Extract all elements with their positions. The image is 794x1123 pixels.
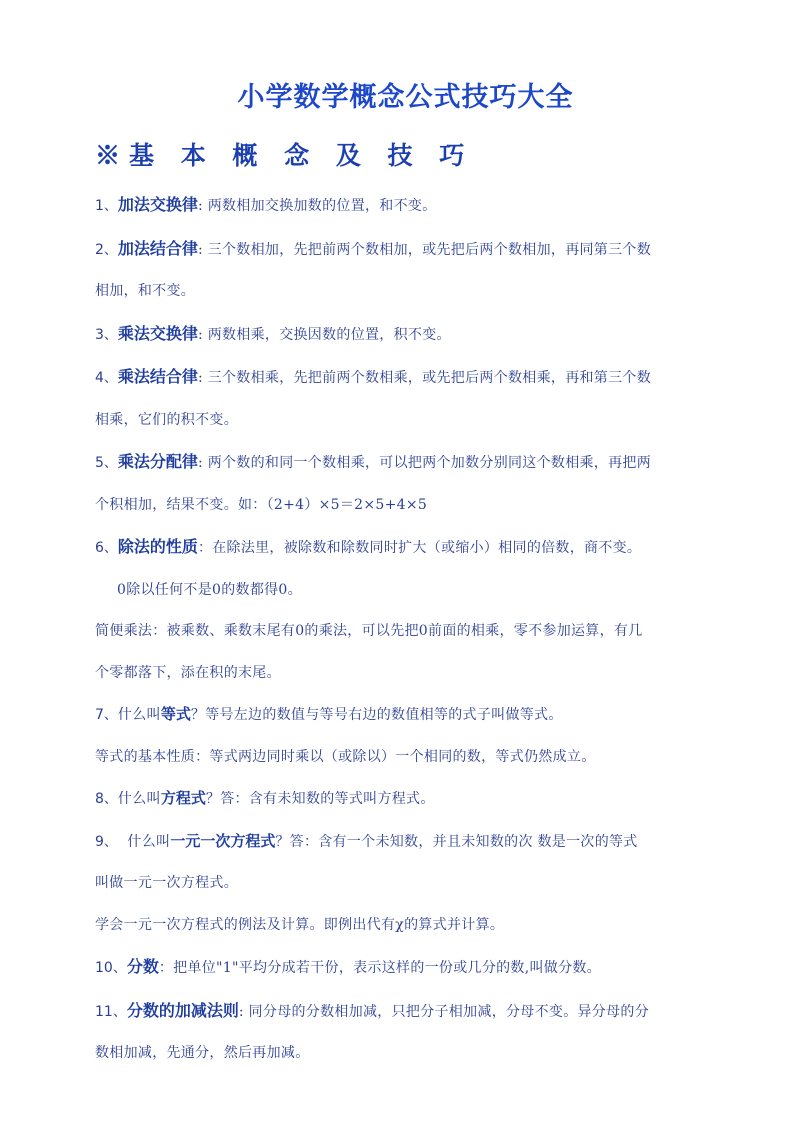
item-text: ：在除法里，被除数和除数同时扩大（或缩小）相同的倍数，商不变。 <box>197 540 642 556</box>
rule-item-2-continued <box>95 271 716 313</box>
item-text: ：把单位"1"平均分成若干份，表示这样的一份或几分的数,叫做分数。 <box>158 960 601 976</box>
item-term: 分数的加减法则 <box>126 1000 239 1020</box>
shortcut-text: 简便乘法：被乘数、乘数末尾有0的乘法，可以先把0前面的相乘，零不参加运算，有几 <box>95 623 643 639</box>
rule-item-8 <box>95 778 716 821</box>
item-number: 10、 <box>95 960 127 976</box>
item-text-continued: 相加，和不变。 <box>95 283 196 299</box>
item-term: 乘法交换律 <box>117 323 198 343</box>
rule-item-9 <box>95 821 716 864</box>
rule-item-6-note <box>95 570 716 612</box>
rule-item-2 <box>95 228 716 272</box>
item-text: : 三个数相加，先把前两个数相加，或先把后两个数相加，再同第三个数 <box>197 241 652 258</box>
section-heading: ※基 本 概 念 及 技 巧 <box>95 141 474 170</box>
item-text: ？答：含有一个未知数，并且未知数的次 数是一次的等式 <box>275 833 638 850</box>
item-number: 2、 <box>95 241 118 258</box>
item-term: 乘法分配律 <box>117 452 198 471</box>
rule-item-6 <box>95 526 716 570</box>
item-text-continued: 数相加减，先通分，然后再加减。 <box>95 1045 310 1061</box>
item-term: 等式 <box>160 705 191 723</box>
shortcut-text-continued: 个零都落下，添在积的末尾。 <box>95 664 281 681</box>
rule-item-9-continued <box>95 863 716 905</box>
rule-item-4-continued <box>95 400 716 442</box>
rule-item-1 <box>95 184 716 228</box>
item-text: ？答：含有未知数的等式叫方程式。 <box>205 791 435 807</box>
item-number: 7、 <box>95 707 118 723</box>
item-term: 加法交换律 <box>117 195 198 214</box>
item-text: : 两数相乘，交换因数的位置，积不变。 <box>197 326 451 343</box>
equation-practice-note <box>95 905 716 947</box>
item-text: : 两个数的和同一个数相乘，可以把两个加数分别同这个数相乘，再把两 <box>197 455 652 471</box>
item-text-continued: 叫做一元一次方程式。 <box>95 875 238 891</box>
rule-item-7 <box>95 694 716 737</box>
item-text: : 同分母的分数相加减，只把分子相加减，分母不变。异分母的分 <box>238 1003 650 1020</box>
rule-item-5-continued <box>95 485 716 527</box>
item-term: 乘法结合律 <box>117 367 198 386</box>
item-prefix: 什么叫 <box>117 791 161 807</box>
item-note: 0除以任何不是0的数都得0。 <box>117 581 302 598</box>
item-term: 分数 <box>126 957 159 976</box>
item-number: 3、 <box>95 326 118 343</box>
item-number: 5、 <box>95 455 118 471</box>
item-number: 4、 <box>95 370 118 386</box>
item-text: ？等号左边的数值与等号右边的数值相等的式子叫做等式。 <box>190 707 563 723</box>
item-term: 除法的性质 <box>117 537 198 556</box>
rule-item-11 <box>95 990 716 1034</box>
item-text: : 三个数相乘，先把前两个数相乘，或先把后两个数相乘，再和第三个数 <box>197 370 652 386</box>
item-prefix: 什么叫 <box>117 707 161 723</box>
rule-item-3 <box>95 313 716 357</box>
item-text-continued: 个积相加，结果不变。如：（2+4）×5＝2×5+4×5 <box>95 496 428 513</box>
item-number: 6、 <box>95 540 118 556</box>
equation-property-text: 等式的基本性质：等式两边同时乘以（或除以）一个相同的数，等式仍然成立。 <box>95 748 596 765</box>
document-body <box>95 184 716 1075</box>
item-number: 1、 <box>95 198 118 214</box>
item-text-continued: 相乘，它们的积不变。 <box>95 411 238 428</box>
item-term: 一元一次方程式 <box>170 831 276 850</box>
practice-text: 学会一元一次方程式的例法及计算。即例出代有χ的算式并计算。 <box>95 916 505 933</box>
equation-property <box>95 737 716 779</box>
item-number: 9、 <box>95 833 118 850</box>
rule-item-4 <box>95 356 716 400</box>
item-term: 加法结合律 <box>117 238 198 258</box>
item-number: 8、 <box>95 791 118 807</box>
item-term: 方程式 <box>160 789 206 807</box>
item-prefix: 什么叫 <box>117 833 171 850</box>
rule-item-5 <box>95 441 716 485</box>
item-text: : 两数相加交换加数的位置，和不变。 <box>197 198 437 214</box>
page-title: 小学数学概念公式技巧大全 <box>237 82 574 113</box>
item-number: 11、 <box>95 1003 127 1020</box>
rule-item-11-continued <box>95 1033 716 1075</box>
rule-item-10 <box>95 946 716 990</box>
shortcut-multiplication <box>95 611 716 653</box>
shortcut-multiplication-continued <box>95 653 716 695</box>
